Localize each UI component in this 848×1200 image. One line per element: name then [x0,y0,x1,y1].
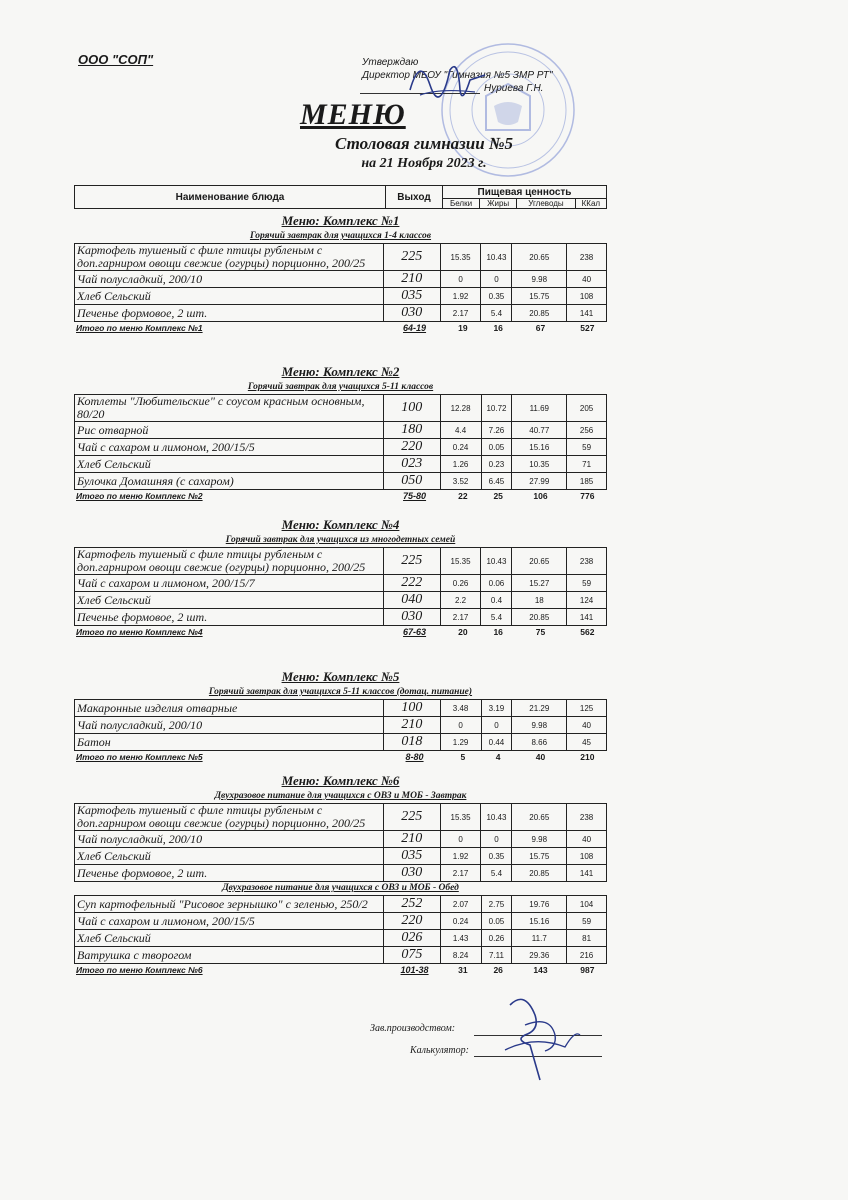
dish-output: 030 [383,609,440,626]
dish-carbs: 15.75 [512,288,567,305]
dish-name: Булочка Домашняя (с сахаром) [75,473,384,490]
dish-protein: 0 [440,717,481,734]
col-name-header: Наименование блюда [75,186,386,209]
total-row-table [74,626,607,637]
dish-carbs: 10.35 [512,456,567,473]
dish-kcal: 59 [567,575,607,592]
total-protein: 20 [458,626,468,637]
dish-carbs: 9.98 [512,271,567,288]
total-carbs: 75 [535,626,546,637]
dish-fat: 0.44 [481,734,512,751]
dish-kcal: 256 [567,422,607,439]
dish-output: 210 [383,271,440,288]
dish-protein: 0.26 [440,575,481,592]
dish-kcal: 185 [567,473,607,490]
dish-output: 225 [383,804,440,831]
dish-name: Чай с сахаром и лимоном, 200/15/5 [75,913,384,930]
dish-carbs: 20.65 [512,244,567,271]
col-fat-header: Жиры [480,199,517,209]
dish-fat: 0.05 [481,913,512,930]
total-carbs: 40 [535,751,546,762]
page-title: МЕНЮ [300,98,406,131]
column-header-table [74,185,607,209]
total-row-table [74,322,607,333]
organization-name: ООО "СОП" [78,52,154,67]
dish-fat: 0.23 [481,456,512,473]
total-kcal: 210 [580,751,595,762]
dish-output: 225 [383,244,440,271]
dish-output: 023 [383,456,440,473]
dish-kcal: 238 [567,548,607,575]
production-signature [495,985,585,1090]
dish-protein: 15.35 [440,244,481,271]
dish-kcal: 108 [567,848,607,865]
approval-block [362,56,553,95]
dish-protein: 1.26 [440,456,481,473]
dish-fat: 2.75 [481,896,512,913]
dish-kcal: 141 [567,305,607,322]
dish-fat: 5.4 [481,609,512,626]
items-table [74,547,607,626]
total-row [74,964,607,975]
dish-name: Котлеты "Любительские" с соусом красным основным, 80/20 [75,395,384,422]
dish-output: 030 [383,305,440,322]
dish-name: Батон [75,734,384,751]
total-row-table [74,964,607,975]
dish-carbs: 20.65 [512,804,567,831]
dish-protein: 3.48 [440,700,481,717]
total-protein: 5 [460,751,466,762]
dish-fat: 0.4 [481,592,512,609]
table-row [75,831,607,848]
dish-carbs: 8.66 [512,734,567,751]
dish-fat: 7.11 [481,947,512,964]
dish-kcal: 104 [567,896,607,913]
dish-carbs: 20.85 [512,609,567,626]
dish-fat: 10.43 [481,548,512,575]
menu-section [74,772,607,975]
dish-name: Чай полусладкий, 200/10 [75,831,384,848]
total-price: 101-38 [400,964,429,975]
col-nutrition-header: Пищевая ценность [443,186,607,199]
dish-protein: 1.92 [440,848,481,865]
dish-output: 040 [383,592,440,609]
dish-name: Печенье формовое, 2 шт. [75,609,384,626]
section-title: Меню: Комплекс №2 [281,364,400,379]
total-price: 67-63 [403,626,427,637]
dish-output: 030 [383,865,440,882]
dish-fat: 3.19 [481,700,512,717]
table-row [75,865,607,882]
dish-name: Рис отварной [75,422,384,439]
dish-fat: 7.26 [481,422,512,439]
dish-carbs: 15.16 [512,913,567,930]
dish-carbs: 27.99 [512,473,567,490]
table-row [75,439,607,456]
dish-name: Ватрушка с творогом [75,947,384,964]
dish-name: Хлеб Сельский [75,456,384,473]
dish-protein: 8.24 [440,947,481,964]
total-row [74,751,607,762]
table-row [75,896,607,913]
total-fat: 26 [493,964,503,975]
dish-carbs: 11.69 [512,395,567,422]
dish-output: 100 [383,395,440,422]
dish-output: 222 [383,575,440,592]
table-row [75,288,607,305]
total-row [74,490,607,501]
dish-output: 210 [383,717,440,734]
dish-fat: 0.35 [481,288,512,305]
table-row [75,548,607,575]
dish-carbs: 9.98 [512,717,567,734]
total-kcal: 527 [580,322,595,333]
dish-output: 026 [383,930,440,947]
dish-kcal: 238 [567,804,607,831]
dish-protein: 1.92 [440,288,481,305]
dish-output: 210 [383,831,440,848]
dish-fat: 10.43 [481,244,512,271]
total-price: 64-19 [403,322,427,333]
dish-fat: 0.35 [481,848,512,865]
dish-protein: 1.43 [440,930,481,947]
table-row [75,848,607,865]
total-fat: 16 [493,626,503,637]
section-title: Меню: Комплекс №5 [281,669,400,684]
approval-word: Утверждаю [362,57,419,68]
dish-carbs: 11.7 [512,930,567,947]
total-kcal: 987 [580,964,595,975]
dish-kcal: 238 [567,244,607,271]
dish-protein: 15.35 [440,804,481,831]
table-row [75,575,607,592]
dish-kcal: 59 [567,439,607,456]
dish-protein: 4.4 [440,422,481,439]
section-title: Меню: Комплекс №1 [281,213,400,228]
table-row [75,456,607,473]
section-title: Меню: Комплекс №4 [281,517,400,532]
total-kcal: 776 [580,490,595,501]
dish-kcal: 216 [567,947,607,964]
dish-name: Чай с сахаром и лимоном, 200/15/5 [75,439,384,456]
dish-protein: 0 [440,271,481,288]
total-row-table [74,751,607,762]
dish-protein: 1.29 [440,734,481,751]
dish-name: Хлеб Сельский [75,288,384,305]
section-title: Меню: Комплекс №6 [281,773,400,788]
table-row [75,717,607,734]
group-title: Горячий завтрак для учащихся 1-4 классов [249,231,432,241]
table-row [75,913,607,930]
menu-section [74,668,607,762]
approval-signature-line [360,93,480,94]
dish-protein: 3.52 [440,473,481,490]
dish-carbs: 20.85 [512,305,567,322]
dish-kcal: 125 [567,700,607,717]
table-row [75,422,607,439]
group-title: Горячий завтрак для учащихся из многодетных семей [225,535,456,545]
dish-fat: 0.05 [481,439,512,456]
total-label: Итого по меню Комплекс №6 [76,964,203,975]
table-row [75,473,607,490]
calculator-label: Калькулятор: [410,1045,469,1056]
dish-name: Картофель тушеный с филе птицы рубленым с доп.гарниром овощи свежие (огурцы) порционно, 200/25 [75,548,384,575]
dish-kcal: 45 [567,734,607,751]
total-carbs: 106 [533,490,548,501]
dish-kcal: 59 [567,913,607,930]
items-table [74,243,607,322]
dish-protein: 2.07 [440,896,481,913]
dish-protein: 12.28 [440,395,481,422]
total-row [74,626,607,637]
dish-name: Хлеб Сельский [75,848,384,865]
dish-carbs: 9.98 [512,831,567,848]
total-label: Итого по меню Комплекс №2 [76,490,203,501]
dish-protein: 15.35 [440,548,481,575]
dish-name: Чай с сахаром и лимоном, 200/15/7 [75,575,384,592]
dish-kcal: 141 [567,865,607,882]
dish-output: 180 [383,422,440,439]
dish-kcal: 81 [567,930,607,947]
calculator-line [474,1056,602,1057]
dish-kcal: 40 [567,271,607,288]
dish-kcal: 40 [567,717,607,734]
dish-fat: 10.72 [481,395,512,422]
dish-name: Хлеб Сельский [75,930,384,947]
dish-protein: 0 [440,831,481,848]
total-kcal: 562 [580,626,595,637]
dish-carbs: 15.16 [512,439,567,456]
table-row [75,804,607,831]
items-table [74,394,607,490]
dish-name: Картофель тушеный с филе птицы рубленым с доп.гарниром овощи свежие (огурцы) порционно, 200/25 [75,804,384,831]
total-row-table [74,490,607,501]
table-row [75,305,607,322]
table-row [75,734,607,751]
dish-fat: 6.45 [481,473,512,490]
dish-output: 035 [383,288,440,305]
total-price: 8-80 [405,751,424,762]
dish-fat: 10.43 [481,804,512,831]
dish-name: Суп картофельный "Рисовое зернышко" с зеленью, 250/2 [75,896,384,913]
table-row [75,700,607,717]
dish-output: 100 [383,700,440,717]
dish-name: Печенье формовое, 2 шт. [75,305,384,322]
dish-name: Печенье формовое, 2 шт. [75,865,384,882]
group-title: Двухразовое питание для учащихся с ОВЗ и МОБ - Обед [222,883,459,893]
items-table [74,803,607,882]
head-of-production-line [474,1035,602,1036]
table-row [75,395,607,422]
table-row [75,244,607,271]
dish-carbs: 19.76 [512,896,567,913]
total-fat: 4 [495,751,501,762]
total-protein: 19 [458,322,468,333]
total-row [74,322,607,333]
dish-kcal: 108 [567,288,607,305]
dish-kcal: 124 [567,592,607,609]
dish-carbs: 21.29 [512,700,567,717]
dish-carbs: 15.75 [512,848,567,865]
items-table [74,699,607,751]
dish-kcal: 71 [567,456,607,473]
dish-kcal: 40 [567,831,607,848]
total-fat: 25 [493,490,503,501]
dish-fat: 5.4 [481,305,512,322]
table-row [75,609,607,626]
group-title: Горячий завтрак для учащихся 5-11 классов [247,382,434,392]
dish-protein: 2.17 [440,305,481,322]
menu-section [74,516,607,637]
dish-protein: 0.24 [440,913,481,930]
dish-output: 252 [383,896,440,913]
menu-section [74,363,607,501]
dish-output: 018 [383,734,440,751]
total-price: 75-80 [403,490,427,501]
dish-name: Хлеб Сельский [75,592,384,609]
dish-output: 050 [383,473,440,490]
dish-carbs: 20.85 [512,865,567,882]
total-fat: 16 [493,322,503,333]
dish-carbs: 29.36 [512,947,567,964]
dish-protein: 0.24 [440,439,481,456]
dish-output: 220 [383,439,440,456]
col-output-header: Выход [386,186,443,209]
total-label: Итого по меню Комплекс №1 [76,322,203,333]
dish-carbs: 15.27 [512,575,567,592]
dish-name: Чай полусладкий, 200/10 [75,271,384,288]
head-of-production-label: Зав.производством: [370,1023,456,1034]
items-table [74,895,607,964]
dish-fat: 0 [481,717,512,734]
group-title: Двухразовое питание для учащихся с ОВЗ и МОБ - Завтрак [214,791,467,801]
approval-person: Нуриева Г.Н. [484,83,544,94]
dish-fat: 0.26 [481,930,512,947]
total-carbs: 143 [533,964,548,975]
dish-carbs: 40.77 [512,422,567,439]
dish-kcal: 141 [567,609,607,626]
menu-date: на 21 Ноября 2023 г. [361,156,487,171]
dish-output: 220 [383,913,440,930]
dish-protein: 2.2 [440,592,481,609]
table-row [75,930,607,947]
table-row [75,947,607,964]
col-kcal-header: ККал [575,199,606,209]
col-carbs-header: Углеводы [517,199,576,209]
dish-kcal: 205 [567,395,607,422]
dish-fat: 0 [481,831,512,848]
table-row [75,592,607,609]
dish-name: Картофель тушеный с филе птицы рубленым с доп.гарниром овощи свежие (огурцы) порционно, 200/25 [75,244,384,271]
dish-output: 225 [383,548,440,575]
dish-output: 075 [383,947,440,964]
approval-position: Директор МБОУ "Гимназия №5 ЗМР РТ" [362,70,553,81]
dish-fat: 0 [481,271,512,288]
menu-section [74,212,607,333]
total-label: Итого по меню Комплекс №4 [76,626,203,637]
total-label: Итого по меню Комплекс №5 [76,751,203,762]
dish-fat: 5.4 [481,865,512,882]
table-row [75,271,607,288]
total-protein: 31 [458,964,468,975]
dish-carbs: 18 [512,592,567,609]
dish-name: Макаронные изделия отварные [75,700,384,717]
total-protein: 22 [458,490,468,501]
total-carbs: 67 [535,322,546,333]
dish-protein: 2.17 [440,865,481,882]
dish-protein: 2.17 [440,609,481,626]
dish-output: 035 [383,848,440,865]
dish-carbs: 20.65 [512,548,567,575]
dish-fat: 0.06 [481,575,512,592]
col-protein-header: Белки [443,199,480,209]
dish-name: Чай полусладкий, 200/10 [75,717,384,734]
group-title: Горячий завтрак для учащихся 5-11 классов (дотац. питание) [208,687,473,697]
page-subtitle: Столовая гимназии №5 [334,134,514,153]
